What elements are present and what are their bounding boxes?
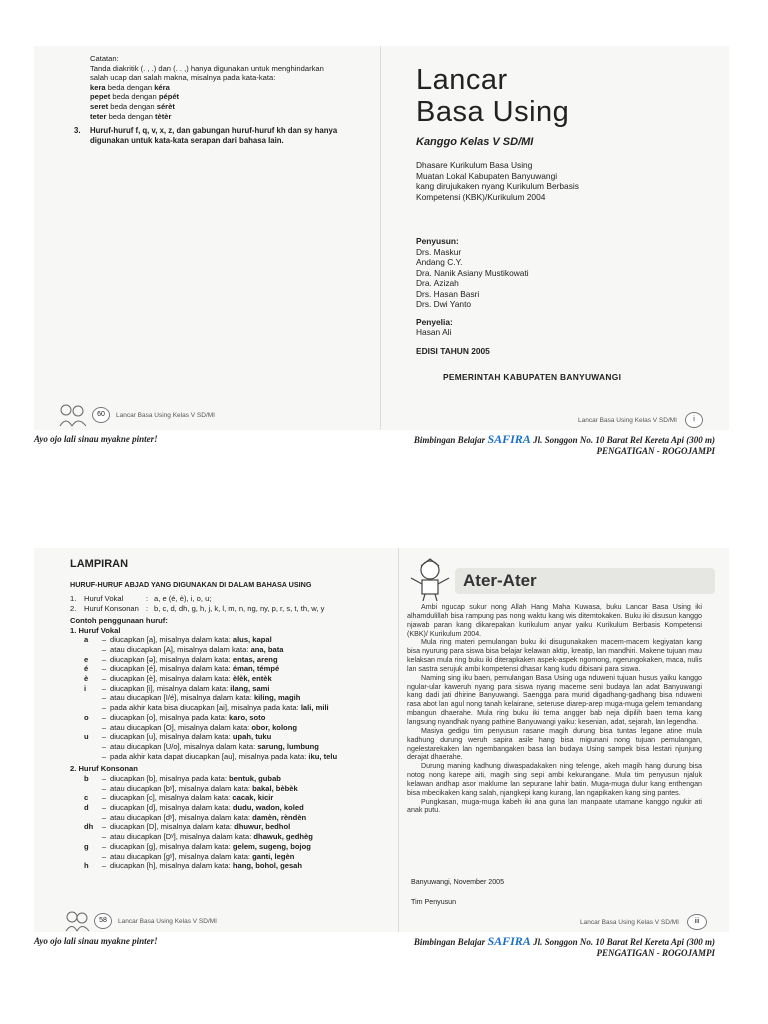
foreword-paragraph: Ambi ngucap sukur nong Allah Hang Maha Kuwasa, buku Lancar Basa Using iki alhamdulillah bisa rampung pas nong waktu kang wis ditemtokaken. Buku iki disusun kanggo njawab paran kang dikarepakan kurikulum anyar yaiku Kurikulum Berbasis Kompetensi (KBK)/ Kurikulum 2004. [407,603,702,638]
phoneme-row [84,813,392,823]
phoneme-example: karo, soto [229,712,266,722]
phoneme-desc: diucapkan [g], misalnya dalam kata: [110,841,233,851]
author-name: Drs. Hasan Basri [416,288,480,299]
phoneme-example: obor, kolong [251,722,297,732]
phoneme-text [110,664,392,674]
phoneme-text [110,693,392,703]
phoneme-text [110,852,392,862]
phoneme-example: ganti, legèn [252,851,295,861]
example-word: kera [90,82,106,92]
phoneme-text [110,861,392,871]
phoneme-desc: diucapkan [b], misalnya pada kata: [110,773,230,783]
lampiran-heading: LAMPIRAN [70,558,129,570]
foreword-paragraph: Durung maning kadhung diwaspadakaken ning telenge, akeh magih hang durung bisa notog nong karepe aiti, magih sing sepi ambi kekurangane. Mula tim penyusun njaluk kelawan andhap asor maklume lan sepurane lahir batin. Muga-muga dulur kang enthengan bisa mbecikaken kang salah, njangkepi kang kurang, lan ngapikaken kang sing pantes. [407,762,702,797]
page-footer-left [58,402,215,428]
phoneme-row [84,861,392,871]
promo-location: PENGATIGAN - ROGOJAMPI [596,446,715,456]
author-name: Dra. Nanik Asiany Mustikowati [416,267,529,278]
list-label: Huruf Vokal [84,594,124,603]
dash: – [101,841,107,851]
dash: – [101,674,107,683]
phoneme-example: dhuwur, bedhol [234,822,291,832]
foreword-paragraph: Naming sing iku baen, pemulangan Basa Using uga nduweni tujuan husus yaiku kanggo ngular-ular kaweruh nyang para siswa nyang maceme seni budaya lan adat Banyuwangi kang dadi jati dhirine Banyuwangi. Saengga para murid digadhang-gadhang bisa nduweni rasa abot lan agul nong tanah kelairane, seteruse diarep-arep muga-muga gelem temandang mbangun dhaerahe. Mula ring buku iki tema angger bab neja dipilih baen tema kang langsung nyandhak nyang pathine Banyuwangi yaiku: kesenian, adat, sejarah, lan legendha. [407,673,702,726]
contoh-label: Contoh penggunaan huruf: [70,616,168,625]
footer-book-title: Lancar Basa Using Kelas V SD/MI [578,416,677,424]
vokal-title: 1. Huruf Vokal [70,625,121,635]
diacritic-example [90,102,375,112]
phoneme-row [84,793,392,803]
phoneme-row [84,703,392,713]
dash: – [101,773,107,783]
diacritic-example [90,92,375,102]
phoneme-row [84,852,392,862]
author-name: Drs. Dwi Yanto [416,299,472,309]
description-line: Kompetensi (KBK)/Kurikulum 2004 [416,191,546,202]
phoneme-letter: e [84,654,89,664]
phoneme-letter [84,693,98,703]
page-ater-ater [399,548,729,932]
footer-book-title: Lancar Basa Using Kelas V SD/MI [118,917,217,925]
phoneme-example: damèn, rèndèn [252,812,307,822]
dash: – [101,751,107,761]
phoneme-text [110,822,392,832]
dash: – [101,664,107,674]
item-number: 3. [74,126,81,135]
dash: – [101,654,107,664]
motto: Ayo ojo lali sinau myakne pinter! [34,434,158,444]
example-word: teter [90,111,107,121]
dash: – [101,703,107,713]
phoneme-example: upah, tuku [232,732,272,742]
kids-reading-icon [58,402,92,428]
book-subtitle: Kanggo Kelas V SD/MI [416,136,534,148]
phoneme-row [84,635,392,645]
dash: – [101,851,107,861]
abjad-list-item [70,594,390,604]
phoneme-text [110,732,392,742]
example-word: pépét [158,92,180,102]
phoneme-desc: atau diucapkan [I/é], misalnya dalam kata: [110,693,254,703]
phoneme-row [84,655,392,665]
page-number-badge: 58 [94,913,112,929]
footer-book-title: Lancar Basa Using Kelas V SD/MI [116,411,215,419]
phoneme-example: dhawuk, gedhèg [253,832,313,842]
phoneme-row [84,693,392,703]
phoneme-text [110,784,392,794]
example-connector: beda dengan [108,101,157,111]
item-line: Huruf-huruf f, q, v, x, z, dan gabungan huruf-huruf kh dan sy hanya [90,126,338,135]
page-60 [34,46,380,430]
penyelia-name: Hasan Ali [416,327,452,337]
foreword-body [407,603,702,815]
page-number-badge: i [685,412,703,428]
promo-address: Jl. Songgon No. 10 Barat Rel Kereta Api (300 m) [530,435,715,445]
phoneme-example: sarung, lumbung [257,741,319,751]
ater-title: Ater-Ater [463,571,537,590]
catatan-line: salah ucap dan salah makna, misalnya pada kata-kata: [90,73,276,83]
phoneme-text [110,742,392,752]
dash: – [101,644,107,654]
promo-prefix: Bimbingan Belajar [413,435,488,445]
phoneme-desc: pada akhir kata bisa diucapkan [ai], misalnya pada kata: [110,703,301,713]
phoneme-row [84,674,392,684]
page-number-badge: iii [687,914,707,930]
brand-name: SAFIRA [487,432,531,446]
phoneme-letter: c [84,793,89,803]
description-line: Dhasare Kurikulum Basa Using [416,160,533,170]
list-separator: : [146,594,149,603]
dash: – [101,832,107,842]
example-connector: beda dengan [110,92,159,102]
phoneme-text [110,803,392,813]
phoneme-letter [84,852,98,862]
item-line: digunakan untuk kata-kata serapan dari bahasa lain. [90,136,284,145]
example-word: sérèt [156,101,175,111]
phoneme-letter: dh [84,822,94,832]
phoneme-desc: diucapkan [c], misalnya dalam kata: [110,793,233,803]
phoneme-desc: diucapkan [d], misalnya dalam kata: [110,803,233,813]
phoneme-desc: diucapkan [è], misalnya dalam kata: [110,674,233,683]
phoneme-letter: g [84,841,89,851]
dash: – [101,732,107,742]
phoneme-example: ilang, sami [230,683,270,693]
phoneme-desc: diucapkan [u], misalnya dalam kata: [110,732,233,742]
dash: – [101,683,107,693]
phoneme-text [110,842,392,852]
footer-book-title: Lancar Basa Using Kelas V SD/MI [580,918,679,926]
dash: – [101,741,107,751]
dash: – [101,783,107,793]
konsonan-title: 2. Huruf Konsonan [70,764,138,774]
phoneme-text [110,713,392,723]
phoneme-example: èlèk, entèk [232,674,272,683]
phoneme-desc: atau diucapkan [bʸ], misalnya dalam kata: [110,783,253,793]
phoneme-text [110,684,392,694]
list-separator: : [146,603,149,613]
example-connector: beda dengan [106,111,156,121]
phoneme-row [84,842,392,852]
phoneme-example: éman, témpé [232,664,280,674]
page-58 [34,548,398,932]
phoneme-letter: u [84,732,89,742]
phoneme-desc: diucapkan [é], misalnya dalam kata: [110,664,233,674]
phoneme-row [84,684,392,694]
penyusun-label: Penyusun: [416,236,459,246]
ater-title-banner [455,568,715,594]
phoneme-row [84,723,392,733]
description-line: kang dirujukaken nyang Kurikulum Berbasis [416,181,579,191]
foreword-signature: Tim Penyusun [411,898,457,906]
phoneme-row [84,752,392,762]
phoneme-desc: atau diucapkan [dʸ], misalnya dalam kata: [110,812,253,822]
phoneme-letter [84,703,98,713]
phoneme-desc: pada akhir kata dapat diucapkan [au], misalnya pada kata: [110,751,309,761]
phoneme-letter: o [84,712,89,722]
phoneme-letter [84,813,98,823]
promo-prefix: Bimbingan Belajar [413,937,488,947]
list-value: a, e (é, è), i, o, u; [154,594,212,603]
phoneme-letter: h [84,861,89,871]
phoneme-text [110,645,392,655]
phoneme-example: lali, mili [300,703,329,713]
book-description [416,160,579,202]
phoneme-row [84,774,392,784]
phoneme-row [84,645,392,655]
phoneme-example: alus, kapal [232,635,272,645]
dash: – [101,635,107,645]
phoneme-text [110,635,392,645]
page-footer-left [64,910,217,932]
phoneme-text [110,793,392,803]
catatan-title: Catatan: [90,54,119,63]
list-number: 2. [70,603,77,613]
phoneme-example: kiling, magih [253,693,301,703]
phoneme-row [84,832,392,842]
phoneme-example: cacak, kicir [232,793,274,803]
example-word: kéra [154,82,170,92]
phoneme-row [84,822,392,832]
phoneme-text [110,813,392,823]
dash: – [101,812,107,822]
dash: – [101,722,107,732]
dash: – [101,861,107,871]
scan-spread-top [34,46,729,430]
list-value: b, c, d, dh, g, h, j, k, l, m, n, ng, ny, p, r, s, t, th, w, y [154,603,325,613]
phoneme-desc: atau diucapkan [gʸ], misalnya dalam kata: [110,851,253,861]
phoneme-example: iku, telu [308,751,338,761]
phoneme-letter [84,784,98,794]
phoneme-row [84,803,392,813]
phoneme-text [110,832,392,842]
list-label: Huruf Konsonan [84,603,139,613]
example-connector: beda dengan [105,82,155,92]
phoneme-example: entas, areng [232,654,278,664]
page-number-badge: 60 [92,407,110,423]
lampiran-subheading: HURUF-HURUF ABJAD YANG DIGUNAKAN DI DALAM BAHASA USING [70,580,312,589]
scan-spread-bottom [34,548,729,932]
book-title-line2: Basa Using [416,96,570,128]
page-footer-right [578,412,709,428]
foreword-paragraph: Masiya gedigu tim penyusun rasane magih durung bisa tuntas legane atine mula kadhung durung weruh sapira asile hang bisa migunani nong tujuan pemulangan, ngelestarekaken lan ngembangaken basa lan budaya Using sampek bisa lestari njunjung derajat dhaerahe. [407,726,702,762]
abjad-list-item [70,604,390,614]
publisher: PEMERINTAH KABUPATEN BANYUWANGI [443,372,622,382]
promo-address: Jl. Songgon No. 10 Barat Rel Kereta Api (300 m) [530,937,715,947]
phoneme-desc: atau diucapkan [U/o], misalnya dalam kata: [110,741,258,751]
diacritic-example [90,112,375,122]
phoneme-letter: b [84,773,89,783]
promo-location: PENGATIGAN - ROGOJAMPI [596,948,715,958]
phoneme-example: ana, bata [250,644,284,654]
edition: EDISI TAHUN 2005 [416,345,490,356]
phoneme-letter: è [84,674,89,683]
phoneme-desc: atau diucapkan [A], misalnya dalam kata: [110,644,251,654]
phoneme-text [110,723,392,733]
motto: Ayo ojo lali sinau myakne pinter! [34,936,158,946]
dash: – [101,693,107,703]
phoneme-example: bentuk, gubab [229,773,281,783]
phoneme-letter [84,752,98,762]
dash: – [101,803,107,813]
phoneme-row [84,784,392,794]
dash: – [101,793,107,803]
phoneme-letter: é [84,664,89,674]
phoneme-desc: diucapkan [D], misalnya dalam kata: [110,822,235,832]
phoneme-row [84,713,392,723]
foreword-date: Banyuwangi, November 2005 [411,878,505,886]
child-illustration-icon [407,556,453,602]
phoneme-letter [84,723,98,733]
phoneme-example: gelem, sugeng, bojog [232,841,311,851]
page-title-page [381,46,729,430]
phoneme-desc: atau diucapkan [Dʸ], misalnya dalam kata: [110,832,254,842]
phoneme-letter: i [84,683,87,693]
phoneme-desc: atau diucapkan [O], misalnya dalam kata: [110,722,252,732]
phoneme-letter: d [84,803,89,813]
dash: – [101,712,107,722]
catatan-line: Tanda diakritik (. , .) dan (. . ,) hanya digunakan untuk menghindarkan [90,63,324,73]
phoneme-text [110,774,392,784]
phoneme-row [84,742,392,752]
brand-name: SAFIRA [487,934,531,948]
foreword-paragraph: Mula ring materi pemulangan buku iki disugunakaken macem-macem kegiyatan kang bisa nyurung para siswa bisa belajar kelawan aktip, kreatip, lan mandhiri. Makene tujuan mau kelaksan mula ring buku iki diterapkaken aspek-aspek ngomong, ngerungokaken, maca, nulis lan sastra serujuk ambi kompetensi dhasar kang kudu dibisani para siswa. [407,638,702,673]
page-footer-right [580,914,713,930]
phoneme-text [110,655,392,665]
description-line: Muatan Lokal Kabupaten Banyuwangi [416,170,558,181]
phoneme-row [84,664,392,674]
phoneme-text [110,674,392,684]
phoneme-letter [84,645,98,655]
diacritic-example [90,83,375,93]
phoneme-text [110,752,392,762]
penyelia-label: Penyelia: [416,316,453,327]
author-name: Dra. Azizah [416,278,459,288]
list-number: 1. [70,594,77,603]
phoneme-desc: diucapkan [h], misalnya dalam kata: [110,861,233,871]
phoneme-example: hang, bohol, gesah [232,861,303,871]
phoneme-example: bakal, bèbèk [252,783,298,793]
example-word: tètèr [155,111,172,121]
dash: – [101,822,107,832]
author-name: Andang C.Y. [416,257,463,267]
phoneme-row [84,732,392,742]
foreword-paragraph: Pungkasan, muga-muga kabeh iki ana guna lan manpaate utamane kanggo ngukir ati anak putu. [407,797,702,815]
kids-reading-icon [64,910,94,932]
phoneme-letter [84,742,98,752]
phoneme-letter: a [84,635,89,645]
phoneme-letter [84,832,98,842]
phoneme-desc: diucapkan [a], misalnya dalam kata: [110,635,233,645]
phoneme-desc: diucapkan [ə], misalnya dalam kata: [110,654,233,664]
example-word: pepet [90,92,111,102]
book-title-line1: Lancar [416,64,508,96]
phoneme-desc: diucapkan [o], misalnya pada kata: [110,712,230,722]
author-name: Drs. Maskur [416,246,462,257]
phoneme-example: dudu, wadon, koled [232,803,304,813]
example-word: seret [90,101,109,111]
phoneme-desc: diucapkan [i], misalnya dalam kata: [110,683,231,693]
phoneme-text [110,703,392,713]
